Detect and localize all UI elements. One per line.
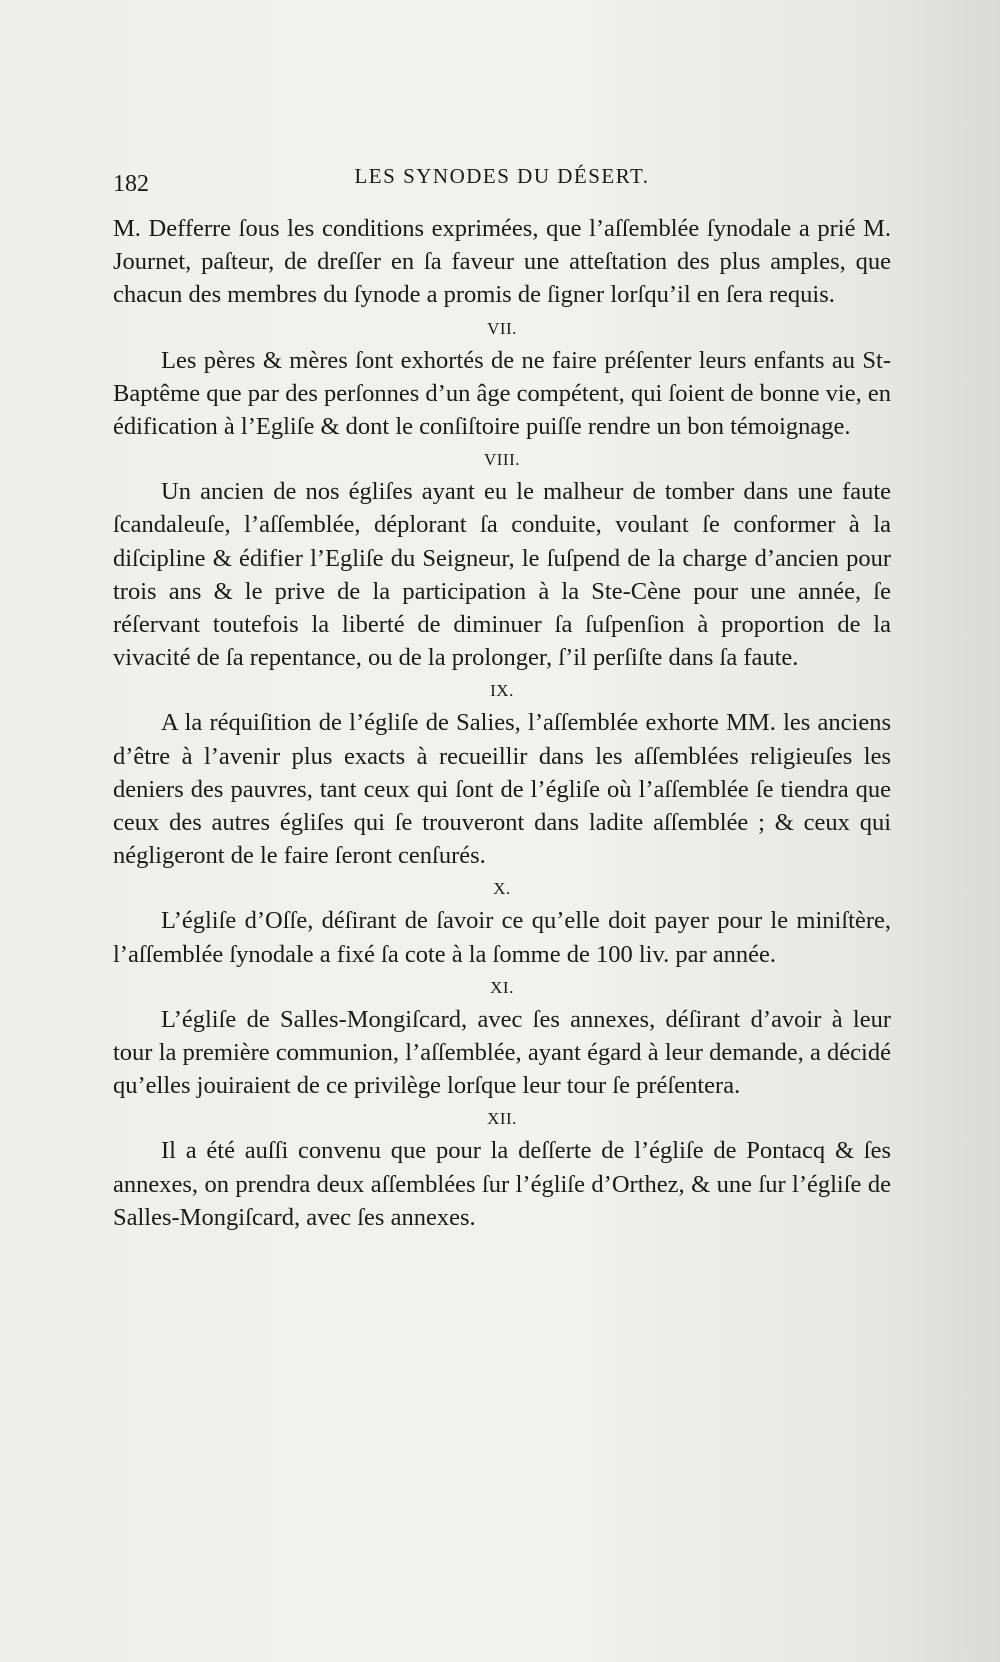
article-text-xii: Il a été auſſi convenu que pour la deſſerte de l’égliſe de Pontacq & ſes annexes, on prendra deux aſſemblées ſur l’égliſe d’Orthez, & une ſur l’égliſe de Salles-Mongiſcard, avec ſes annexes. — [113, 1137, 891, 1231]
article-text-ix: A la réquiſition de l’égliſe de Salies, l’aſſemblée exhorte MM. les anciens d’être à l’avenir plus exacts à recueillir dans les aſſemblées religieuſes les deniers des pauvres, tant ceux qui ſont de l’égliſe où l’aſſemblée ſe tiendra que ceux des autres égliſes qui ſe trouveront dans ladite aſſemblée ; & ceux qui négligeront de le faire ſeront cenſurés. — [113, 709, 891, 870]
article-number-xii: XII. — [487, 1109, 517, 1129]
article-text-x: L’égliſe d’Oſſe, déſirant de ſavoir ce qu’elle doit payer pour le miniſtère, l’aſſemblée ſynodale a fixé ſa cote à la ſomme de 100 liv. par année. — [113, 907, 891, 968]
running-head — [113, 160, 891, 212]
page-text-block — [113, 160, 891, 1234]
article-text-viii: Un ancien de nos égliſes ayant eu le malheur de tomber dans une faute ſcandaleuſe, l’aſſemblée, déplorant ſa conduite, voulant ſe conformer à la diſcipline & édifier l’Egliſe du Seigneur, le ſuſpend de la charge d’ancien pour trois ans & le prive de la participation à la Ste-Cène pour une année, ſe réſervant toutefois la liberté de diminuer ſa ſuſpenſion à proportion de la vivacité de ſa repentance, ou de la prolonger, ſ’il perſiſte dans ſa faute. — [113, 478, 891, 672]
article-number-ix: IX. — [490, 681, 514, 701]
article-number-xi: XI. — [490, 977, 514, 997]
page-number: 182 — [113, 171, 149, 197]
article-number-viii: VIII. — [483, 450, 520, 470]
article-number-x: X. — [493, 879, 511, 899]
article-number-vii: VII. — [487, 318, 517, 338]
running-title: LES SYNODES DU DÉSERT. — [354, 164, 650, 188]
opening-paragraph: M. Defferre ſous les conditions exprimées, que l’aſſemblée ſynodale a prié M. Journet, paſteur, de dreſſer en ſa faveur une atteſtation des plus amples, que chacun des membres du ſynode a promis de ſigner lorſqu’il en ſera requis. — [113, 215, 891, 309]
article-text-xi: L’égliſe de Salles-Mongiſcard, avec ſes annexes, déſirant d’avoir à leur tour la première communion, l’aſſemblée, ayant égard à leur demande, a décidé qu’elles jouiraient de ce privilège lorſque leur tour ſe préſentera. — [113, 1005, 891, 1100]
article-text-vii: Les pères & mères ſont exhortés de ne faire préſenter leurs enfants au St-Baptême que par des perſonnes d’un âge compétent, qui ſoient de bonne vie, en édification à l’Egliſe & dont le conſiſtoire puiſſe rendre un bon témoignage. — [113, 346, 891, 441]
